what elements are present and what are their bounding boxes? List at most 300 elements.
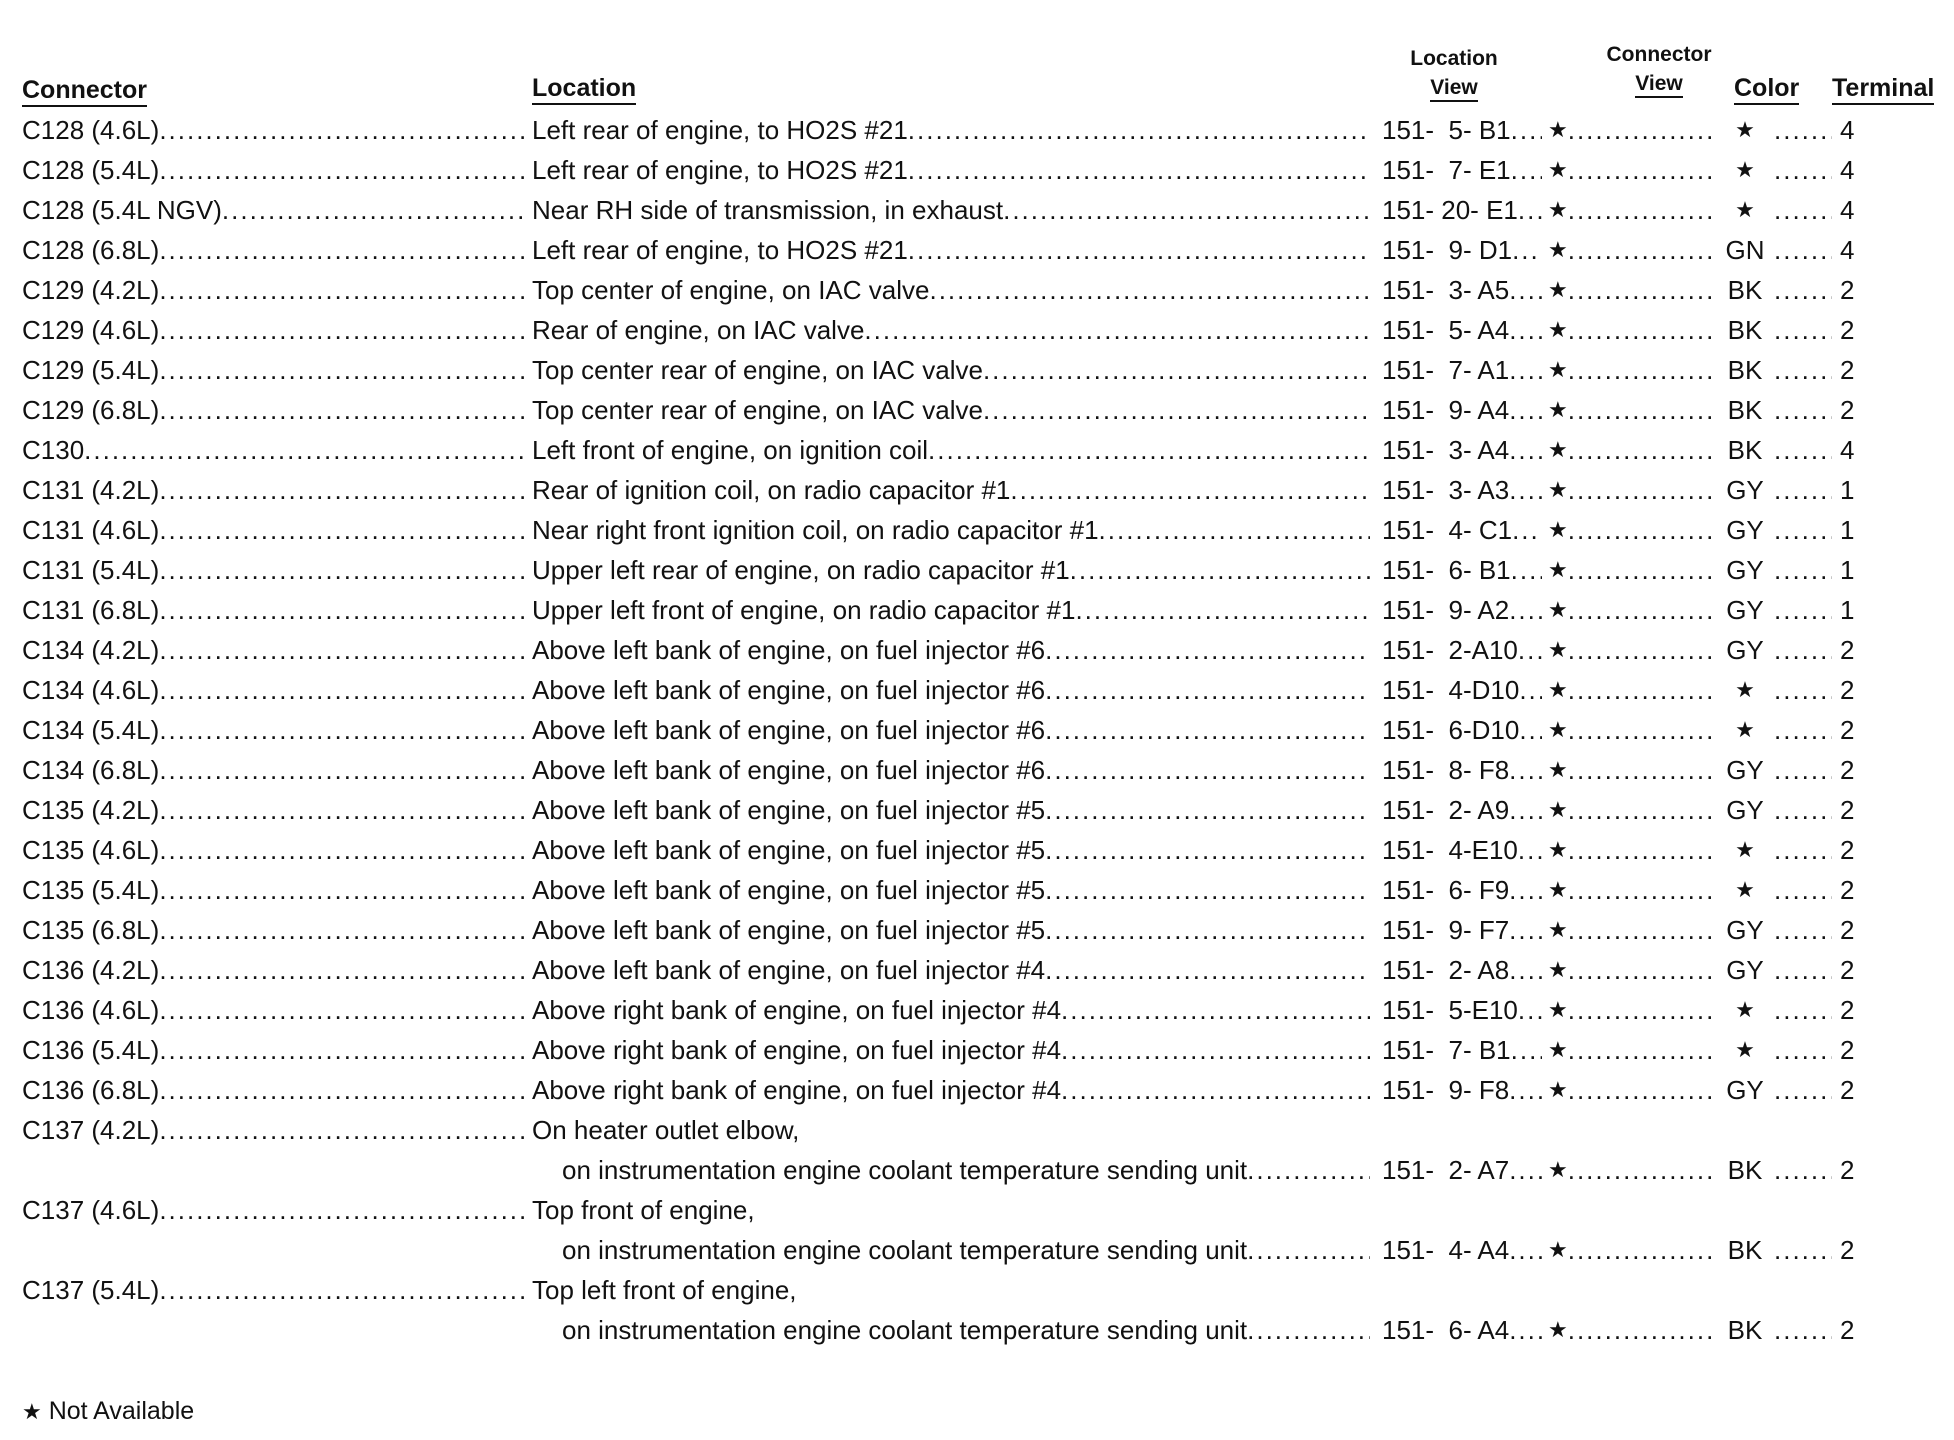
star-icon: ★ (22, 1399, 42, 1424)
location-view-cell: 151- 7- B1 ..... (1382, 1030, 1542, 1070)
terminal-cell: 2 (1840, 1035, 1855, 1065)
connector-view-cell: ★ ..... (1548, 710, 1716, 750)
leader-dots (1509, 750, 1542, 790)
terminal-cell: 2 (1840, 275, 1855, 305)
color-cell: ★ ..... (1716, 990, 1832, 1030)
leader-dots (159, 510, 524, 550)
terminal-cell: 2 (1840, 1155, 1855, 1185)
terminal-cell: 4 (1840, 195, 1855, 225)
connector-view-cell: ★ ..... (1548, 190, 1716, 230)
leader-dots (159, 1030, 524, 1070)
terminal-cell: 2 (1840, 795, 1855, 825)
leader-dots (983, 350, 1370, 390)
header-terminal: Terminal (1832, 74, 1934, 105)
header-location: Location (532, 74, 636, 105)
leader-dots (159, 270, 524, 310)
connector-cell: C134 (4.2L) ..... (22, 630, 524, 670)
leader-dots (1774, 790, 1832, 830)
leader-dots (1774, 830, 1832, 870)
connector-view-cell: ★ ..... (1548, 470, 1716, 510)
terminal-cell: 1 (1840, 475, 1855, 505)
table-row (0, 1070, 1954, 1110)
header-connector: Connector (22, 76, 147, 107)
color-cell: ★ ..... (1716, 1030, 1832, 1070)
table-row (0, 190, 1954, 230)
leader-dots (1511, 110, 1542, 150)
connector-cell: C137 (5.4L) ..... (22, 1270, 524, 1310)
legend-text: Not Available (48, 1397, 195, 1425)
location-view-cell: 151- 6-D10 ..... (1382, 710, 1542, 750)
leader-dots (1518, 990, 1542, 1030)
location-cell: Left rear of engine, to HO2S #21 ..... (532, 110, 1370, 150)
leader-dots (1568, 1030, 1716, 1070)
color-cell: BK ..... (1716, 350, 1832, 390)
leader-dots (1568, 830, 1716, 870)
leader-dots (1568, 790, 1716, 830)
connector-view-cell: ★ ..... (1548, 350, 1716, 390)
leader-dots (1568, 550, 1716, 590)
location-view-cell: 151- 5- B1 ..... (1382, 110, 1542, 150)
leader-dots (1518, 830, 1542, 870)
terminal-cell: 4 (1840, 155, 1855, 185)
location-cell-continued: on instrumentation engine coolant temperature sending unit ..... (562, 1150, 1370, 1190)
location-cell: Above right bank of engine, on fuel injector #4 ..... (532, 1070, 1370, 1110)
table-row (0, 830, 1954, 870)
location-cell: Left rear of engine, to HO2S #21 ..... (532, 150, 1370, 190)
leader-dots (1509, 1230, 1542, 1270)
leader-dots (1509, 870, 1542, 910)
header-location-view (1394, 44, 1514, 102)
leader-dots (1070, 550, 1370, 590)
color-cell: GY ..... (1716, 750, 1832, 790)
leader-dots (1568, 870, 1716, 910)
terminal-cell: 1 (1840, 595, 1855, 625)
color-cell: ★ ..... (1716, 670, 1832, 710)
color-cell: GY ..... (1716, 470, 1832, 510)
leader-dots (1568, 1150, 1716, 1190)
connector-view-cell: ★ ..... (1548, 510, 1716, 550)
leader-dots (1010, 470, 1370, 510)
location-cell: Above left bank of engine, on fuel injector #6 ..... (532, 710, 1370, 750)
terminal-cell: 2 (1840, 1075, 1855, 1105)
leader-dots (1045, 750, 1370, 790)
leader-dots (864, 310, 1370, 350)
leader-dots (159, 710, 524, 750)
connector-cell: C135 (5.4L) ..... (22, 870, 524, 910)
location-cell: Rear of ignition coil, on radio capacitor #1 ..... (532, 470, 1370, 510)
leader-dots (1568, 350, 1716, 390)
location-cell: Top front of engine, (532, 1195, 755, 1225)
table-row (0, 750, 1954, 790)
location-view-cell: 151- 8- F8 ..... (1382, 750, 1542, 790)
leader-dots (1568, 310, 1716, 350)
location-view-cell: 151- 20- E1 ..... (1382, 190, 1542, 230)
location-view-cell: 151- 5- A4 ..... (1382, 310, 1542, 350)
connector-cell: C131 (6.8L) ..... (22, 590, 524, 630)
location-cell: Left front of engine, on ignition coil ..... (532, 430, 1370, 470)
leader-dots (1568, 910, 1716, 950)
location-view-cell: 151- 7- A1 ..... (1382, 350, 1542, 390)
connector-cell: C136 (4.6L) ..... (22, 990, 524, 1030)
connector-view-cell: ★ ..... (1548, 110, 1716, 150)
location-cell: Above left bank of engine, on fuel injector #6 ..... (532, 750, 1370, 790)
table-row (0, 990, 1954, 1030)
terminal-cell: 2 (1840, 755, 1855, 785)
leader-dots (908, 110, 1370, 150)
location-cell: Above left bank of engine, on fuel injector #5 ..... (532, 870, 1370, 910)
leader-dots (1774, 1030, 1832, 1070)
color-cell: GY ..... (1716, 910, 1832, 950)
location-cell: Above left bank of engine, on fuel injector #5 ..... (532, 830, 1370, 870)
leader-dots (929, 270, 1370, 310)
connector-cell: C135 (6.8L) ..... (22, 910, 524, 950)
terminal-cell: 2 (1840, 875, 1855, 905)
connector-view-cell: ★ ..... (1548, 1230, 1716, 1270)
connector-view-cell: ★ ..... (1548, 950, 1716, 990)
location-cell-continued: on instrumentation engine coolant temperature sending unit ..... (562, 1230, 1370, 1270)
leader-dots (1509, 430, 1542, 470)
connector-cell: C135 (4.6L) ..... (22, 830, 524, 870)
leader-dots (222, 190, 524, 230)
leader-dots (1568, 670, 1716, 710)
location-view-cell: 151- 6- B1 ..... (1382, 550, 1542, 590)
connector-cell: C131 (4.6L) ..... (22, 510, 524, 550)
connector-view-cell: ★ ..... (1548, 310, 1716, 350)
leader-dots (1568, 1310, 1716, 1350)
table-row (0, 430, 1954, 470)
leader-dots (159, 550, 524, 590)
leader-dots (1509, 350, 1542, 390)
location-view-cell: 151- 6- A4 ..... (1382, 1310, 1542, 1350)
connector-cell: C129 (4.6L) ..... (22, 310, 524, 350)
location-view-cell: 151- 4- A4 ..... (1382, 1230, 1542, 1270)
leader-dots (1512, 230, 1542, 270)
connector-cell: C136 (6.8L) ..... (22, 1070, 524, 1110)
table-row (0, 350, 1954, 390)
terminal-cell: 1 (1840, 515, 1855, 545)
connector-cell: C131 (5.4L) ..... (22, 550, 524, 590)
terminal-cell: 2 (1840, 715, 1855, 745)
leader-dots (1774, 510, 1832, 550)
leader-dots (1774, 550, 1832, 590)
leader-dots (1774, 430, 1832, 470)
connector-view-cell: ★ ..... (1548, 590, 1716, 630)
leader-dots (159, 790, 524, 830)
connector-view-cell: ★ ..... (1548, 870, 1716, 910)
location-cell: Near right front ignition coil, on radio capacitor #1 ..... (532, 510, 1370, 550)
location-view-cell: 151- 4-D10 ..... (1382, 670, 1542, 710)
leader-dots (1568, 430, 1716, 470)
leader-dots (1774, 910, 1832, 950)
table-row (0, 590, 1954, 630)
leader-dots (1568, 630, 1716, 670)
leader-dots (908, 230, 1370, 270)
leader-dots (159, 110, 524, 150)
color-cell: GY ..... (1716, 510, 1832, 550)
table-row (0, 270, 1954, 310)
leader-dots (1774, 150, 1832, 190)
color-cell: ★ ..... (1716, 710, 1832, 750)
location-cell: Top center rear of engine, on IAC valve ..... (532, 390, 1370, 430)
connector-cell: C129 (6.8L) ..... (22, 390, 524, 430)
table-row-continuation (0, 1150, 1954, 1190)
leader-dots (1509, 310, 1542, 350)
leader-dots (1568, 470, 1716, 510)
leader-dots (159, 350, 524, 390)
terminal-cell: 2 (1840, 395, 1855, 425)
color-cell: GY ..... (1716, 590, 1832, 630)
terminal-cell: 2 (1840, 955, 1855, 985)
leader-dots (159, 1270, 524, 1310)
leader-dots (159, 310, 524, 350)
leader-dots (1003, 190, 1370, 230)
location-view-cell: 151- 2- A7 ..... (1382, 1150, 1542, 1190)
location-view-cell: 151- 9- D1 ..... (1382, 230, 1542, 270)
color-cell: GY ..... (1716, 550, 1832, 590)
location-view-cell: 151- 5-E10 ..... (1382, 990, 1542, 1030)
header-location-view-line2: View (1430, 76, 1477, 102)
terminal-cell: 4 (1840, 435, 1855, 465)
leader-dots (908, 150, 1370, 190)
leader-dots (1568, 590, 1716, 630)
leader-dots (1509, 270, 1542, 310)
leader-dots (159, 1110, 524, 1150)
leader-dots (1568, 990, 1716, 1030)
location-view-cell: 151- 4- C1 ..... (1382, 510, 1542, 550)
color-cell: BK ..... (1716, 310, 1832, 350)
header-location-view-line1: Location (1410, 47, 1498, 70)
leader-dots (1045, 790, 1370, 830)
location-view-cell: 151- 7- E1 ..... (1382, 150, 1542, 190)
color-cell: ★ ..... (1716, 870, 1832, 910)
leader-dots (1568, 1230, 1716, 1270)
location-cell: Left rear of engine, to HO2S #21 ..... (532, 230, 1370, 270)
table-row (0, 1110, 1954, 1150)
leader-dots (1568, 190, 1716, 230)
table-row (0, 870, 1954, 910)
leader-dots (1774, 710, 1832, 750)
leader-dots (1568, 710, 1716, 750)
leader-dots (159, 390, 524, 430)
leader-dots (1247, 1310, 1370, 1350)
table-row (0, 670, 1954, 710)
connector-cell: C128 (5.4L NGV) ..... (22, 190, 524, 230)
location-view-cell: 151- 9- F7 ..... (1382, 910, 1542, 950)
leader-dots (1045, 710, 1370, 750)
connector-cell: C128 (4.6L) ..... (22, 110, 524, 150)
leader-dots (1774, 110, 1832, 150)
terminal-cell: 2 (1840, 635, 1855, 665)
color-cell: ★ ..... (1716, 110, 1832, 150)
location-cell: Above left bank of engine, on fuel injector #6 ..... (532, 630, 1370, 670)
leader-dots (1045, 830, 1370, 870)
leader-dots (1511, 1030, 1542, 1070)
leader-dots (1061, 1070, 1370, 1110)
leader-dots (1045, 950, 1370, 990)
connector-cell: C137 (4.2L) ..... (22, 1110, 524, 1150)
connector-view-cell: ★ ..... (1548, 750, 1716, 790)
connector-view-cell: ★ ..... (1548, 1310, 1716, 1350)
connector-view-cell: ★ ..... (1548, 910, 1716, 950)
color-cell: BK ..... (1716, 1230, 1832, 1270)
connector-view-cell: ★ ..... (1548, 670, 1716, 710)
leader-dots (1774, 350, 1832, 390)
leader-dots (1774, 990, 1832, 1030)
location-cell: Above right bank of engine, on fuel injector #4 ..... (532, 1030, 1370, 1070)
location-cell-continued: on instrumentation engine coolant temperature sending unit ..... (562, 1310, 1370, 1350)
terminal-cell: 2 (1840, 835, 1855, 865)
leader-dots (1509, 1070, 1542, 1110)
connector-cell: C136 (5.4L) ..... (22, 1030, 524, 1070)
leader-dots (1774, 750, 1832, 790)
connector-view-cell: ★ ..... (1548, 150, 1716, 190)
location-cell: Rear of engine, on IAC valve ..... (532, 310, 1370, 350)
header-connector-view-line2: View (1635, 72, 1682, 98)
connector-cell: C129 (4.2L) ..... (22, 270, 524, 310)
location-view-cell: 151- 2- A9 ..... (1382, 790, 1542, 830)
leader-dots (1061, 1030, 1370, 1070)
leader-dots (1099, 510, 1370, 550)
leader-dots (1509, 910, 1542, 950)
leader-dots (1511, 550, 1542, 590)
connector-cell: C130 ..... (22, 430, 524, 470)
color-cell: BK ..... (1716, 390, 1832, 430)
connector-cell: C128 (5.4L) ..... (22, 150, 524, 190)
leader-dots (1774, 1310, 1832, 1350)
leader-dots (1512, 510, 1542, 550)
color-cell: GY ..... (1716, 950, 1832, 990)
leader-dots (159, 990, 524, 1030)
location-cell: Top center of engine, on IAC valve ..... (532, 270, 1370, 310)
leader-dots (1774, 1150, 1832, 1190)
table-row (0, 910, 1954, 950)
table-row-continuation (0, 1230, 1954, 1270)
leader-dots (1774, 630, 1832, 670)
leader-dots (1509, 950, 1542, 990)
location-cell: Above left bank of engine, on fuel injector #5 ..... (532, 910, 1370, 950)
legend (22, 1396, 194, 1427)
leader-dots (928, 430, 1370, 470)
leader-dots (1774, 390, 1832, 430)
connector-view-cell: ★ ..... (1548, 430, 1716, 470)
leader-dots (159, 1070, 524, 1110)
terminal-cell: 2 (1840, 315, 1855, 345)
leader-dots (159, 950, 524, 990)
leader-dots (1568, 270, 1716, 310)
leader-dots (1568, 750, 1716, 790)
connector-cell: C134 (4.6L) ..... (22, 670, 524, 710)
leader-dots (1774, 670, 1832, 710)
leader-dots (1774, 230, 1832, 270)
leader-dots (159, 870, 524, 910)
leader-dots (1045, 670, 1370, 710)
terminal-cell: 1 (1840, 555, 1855, 585)
table-row (0, 510, 1954, 550)
header-color: Color (1734, 74, 1799, 105)
connector-table (0, 110, 1954, 1350)
leader-dots (1045, 630, 1370, 670)
leader-dots (1774, 190, 1832, 230)
table-row (0, 110, 1954, 150)
leader-dots (1247, 1150, 1370, 1190)
table-row (0, 390, 1954, 430)
leader-dots (1774, 1230, 1832, 1270)
leader-dots (159, 630, 524, 670)
table-row (0, 630, 1954, 670)
leader-dots (1511, 150, 1542, 190)
leader-dots (1568, 110, 1716, 150)
terminal-cell: 2 (1840, 675, 1855, 705)
connector-view-cell: ★ ..... (1548, 1030, 1716, 1070)
connector-view-cell: ★ ..... (1548, 230, 1716, 270)
location-view-cell: 151- 9- F8 ..... (1382, 1070, 1542, 1110)
table-row (0, 150, 1954, 190)
terminal-cell: 2 (1840, 915, 1855, 945)
location-cell: Above left bank of engine, on fuel injector #6 ..... (532, 670, 1370, 710)
terminal-cell: 2 (1840, 1315, 1855, 1345)
location-cell: Above left bank of engine, on fuel injector #5 ..... (532, 790, 1370, 830)
color-cell: BK ..... (1716, 1310, 1832, 1350)
table-row (0, 1030, 1954, 1070)
leader-dots (1568, 1070, 1716, 1110)
leader-dots (1509, 1150, 1542, 1190)
leader-dots (1568, 230, 1716, 270)
location-view-cell: 151- 3- A3 ..... (1382, 470, 1542, 510)
leader-dots (1509, 590, 1542, 630)
leader-dots (159, 750, 524, 790)
color-cell: GY ..... (1716, 790, 1832, 830)
leader-dots (1774, 310, 1832, 350)
color-cell: BK ..... (1716, 270, 1832, 310)
table-row (0, 310, 1954, 350)
connector-view-cell: ★ ..... (1548, 990, 1716, 1030)
table-row (0, 950, 1954, 990)
color-cell: GY ..... (1716, 630, 1832, 670)
terminal-cell: 2 (1840, 1235, 1855, 1265)
leader-dots (1774, 950, 1832, 990)
table-row-continuation (0, 1310, 1954, 1350)
leader-dots (159, 1190, 524, 1230)
table-row (0, 550, 1954, 590)
terminal-cell: 2 (1840, 355, 1855, 385)
terminal-cell: 4 (1840, 235, 1855, 265)
location-cell: Top center rear of engine, on IAC valve ..... (532, 350, 1370, 390)
leader-dots (159, 910, 524, 950)
leader-dots (1774, 1070, 1832, 1110)
location-view-cell: 151- 3- A5 ..... (1382, 270, 1542, 310)
leader-dots (159, 590, 524, 630)
leader-dots (159, 830, 524, 870)
table-row (0, 1190, 1954, 1230)
color-cell: ★ ..... (1716, 150, 1832, 190)
leader-dots (1509, 1310, 1542, 1350)
leader-dots (159, 670, 524, 710)
table-row (0, 1270, 1954, 1310)
color-cell: BK ..... (1716, 430, 1832, 470)
table-row (0, 710, 1954, 750)
color-cell: ★ ..... (1716, 830, 1832, 870)
location-cell: On heater outlet elbow, (532, 1115, 800, 1145)
leader-dots (1509, 790, 1542, 830)
location-cell: Upper left front of engine, on radio capacitor #1 ..... (532, 590, 1370, 630)
leader-dots (1061, 990, 1370, 1030)
connector-cell: C134 (5.4L) ..... (22, 710, 524, 750)
leader-dots (1075, 590, 1370, 630)
leader-dots (983, 390, 1370, 430)
leader-dots (1045, 910, 1370, 950)
leader-dots (1568, 390, 1716, 430)
terminal-cell: 4 (1840, 115, 1855, 145)
